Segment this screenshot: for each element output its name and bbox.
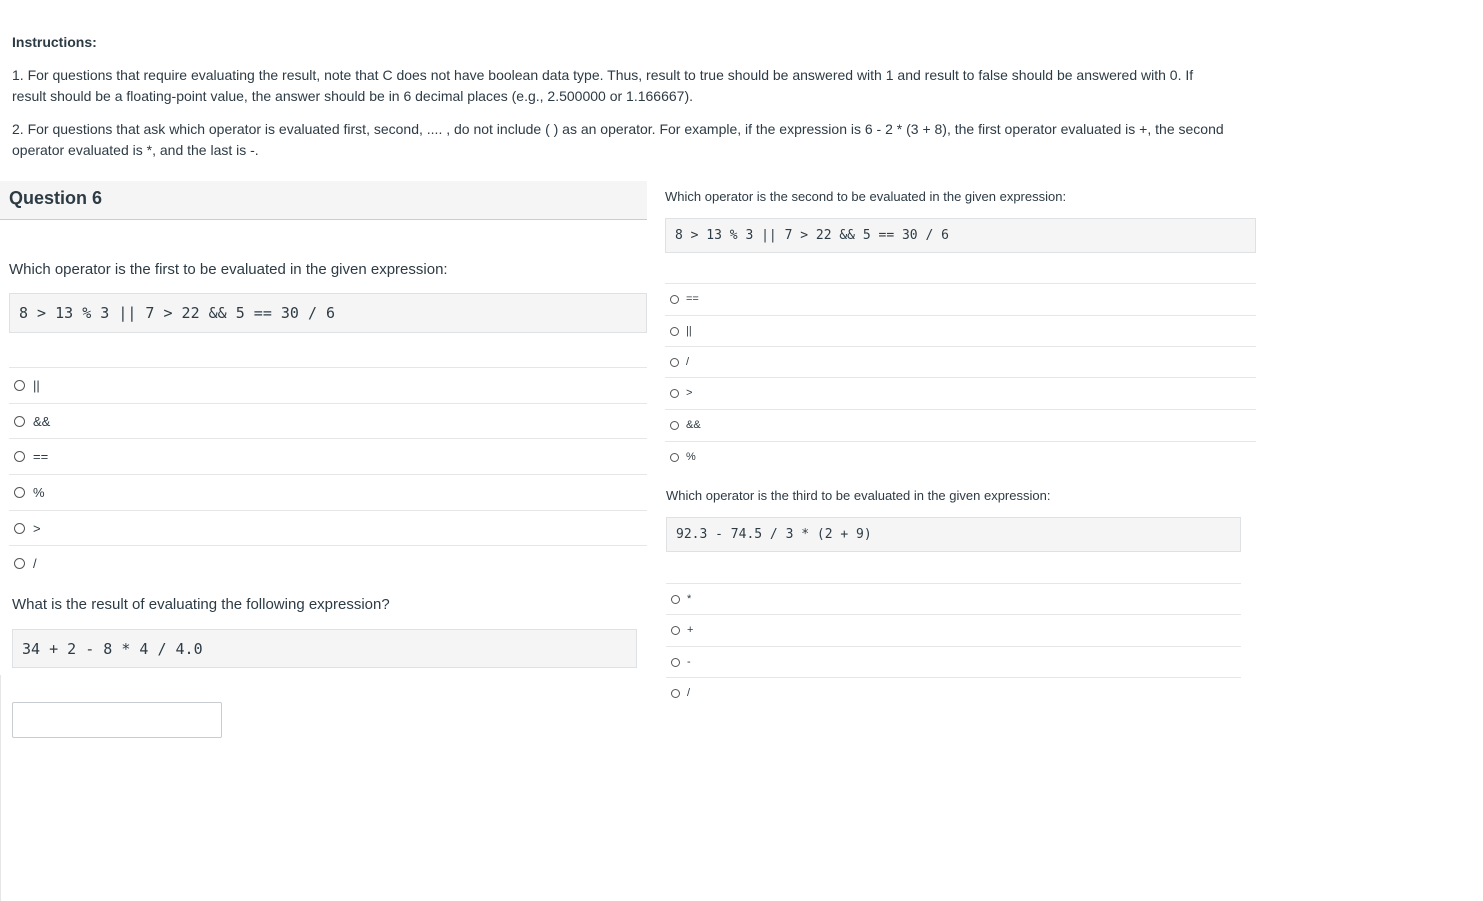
third-operator-expression: 92.3 - 74.5 / 3 * (2 + 9) [666,517,1241,552]
result-prompt: What is the result of evaluating the following expression? [12,596,390,613]
radio-button[interactable] [670,453,679,462]
radio-button[interactable] [671,658,680,667]
option-label: || [686,325,692,337]
radio-button[interactable] [14,487,25,498]
radio-button[interactable] [671,626,680,635]
first-option-1[interactable] [9,367,647,402]
first-option-5[interactable] [9,510,647,545]
third-option-2[interactable] [666,614,1241,645]
third-operator-prompt: Which operator is the third to be evaluated in the given expression: [666,488,1051,503]
radio-button[interactable] [671,595,680,604]
instructions-heading: Instructions: [12,34,97,50]
instruction-rule-2: 2. For questions that ask which operator is evaluated first, second, .... , do not include ( ) as an operator. For example, if the expression is 6 - 2 * (3 + 8), the first operator evaluated is +, the second operator evaluated is *, and the last is -. [12,121,1224,158]
question-title: Question 6 [9,188,103,208]
second-option-6[interactable] [665,441,1256,472]
instruction-rule-1: 1. For questions that require evaluating the result, note that C does not have boolean data type. Thus, result to true should be answered with 1 and result to false should be answered with 0. If result should be a floating-point value, the answer should be in 6 decimal places (e.g., 2.500000 or 1.166667). [12,67,1194,104]
radio-button[interactable] [670,295,679,304]
option-label: * [687,593,692,605]
second-operator-prompt: Which operator is the second to be evaluated in the given expression: [665,189,1067,204]
option-label: > [33,520,41,536]
radio-button[interactable] [14,523,25,534]
radio-button[interactable] [14,451,25,462]
option-label: == [33,448,49,464]
second-option-2[interactable] [665,315,1256,346]
option-label: + [687,624,694,636]
question-header [0,181,647,220]
option-label: == [686,293,699,305]
result-expression: 34 + 2 - 8 * 4 / 4.0 [12,629,637,668]
result-answer-input[interactable] [12,702,222,738]
option-label: && [33,413,51,429]
first-operator-expression: 8 > 13 % 3 || 7 > 22 && 5 == 30 / 6 [9,293,647,333]
option-label: % [686,451,696,463]
third-option-4[interactable] [666,677,1241,708]
first-option-3[interactable] [9,438,647,473]
radio-button[interactable] [14,558,25,569]
option-label: && [686,419,701,431]
second-option-4[interactable] [665,377,1256,408]
third-option-1[interactable] [666,583,1241,614]
option-label: > [686,387,693,399]
radio-button[interactable] [670,327,679,336]
first-operator-prompt: Which operator is the first to be evaluated in the given expression: [9,261,448,278]
option-label: - [687,656,691,668]
first-option-4[interactable] [9,474,647,509]
option-label: / [33,555,37,571]
first-option-2[interactable] [9,403,647,438]
option-label: / [686,356,690,368]
second-option-3[interactable] [665,346,1256,377]
option-label: / [687,687,691,699]
first-option-6[interactable] [9,545,647,580]
radio-button[interactable] [14,380,25,391]
radio-button[interactable] [670,358,679,367]
radio-button[interactable] [670,421,679,430]
radio-button[interactable] [670,389,679,398]
option-label: % [33,484,45,500]
option-label: || [33,377,40,393]
third-option-3[interactable] [666,646,1241,677]
instructions [12,32,1227,161]
second-option-5[interactable] [665,409,1256,440]
radio-button[interactable] [671,689,680,698]
second-option-1[interactable] [665,283,1256,314]
radio-button[interactable] [14,416,25,427]
second-operator-expression: 8 > 13 % 3 || 7 > 22 && 5 == 30 / 6 [665,218,1256,253]
left-border-line [0,675,1,901]
